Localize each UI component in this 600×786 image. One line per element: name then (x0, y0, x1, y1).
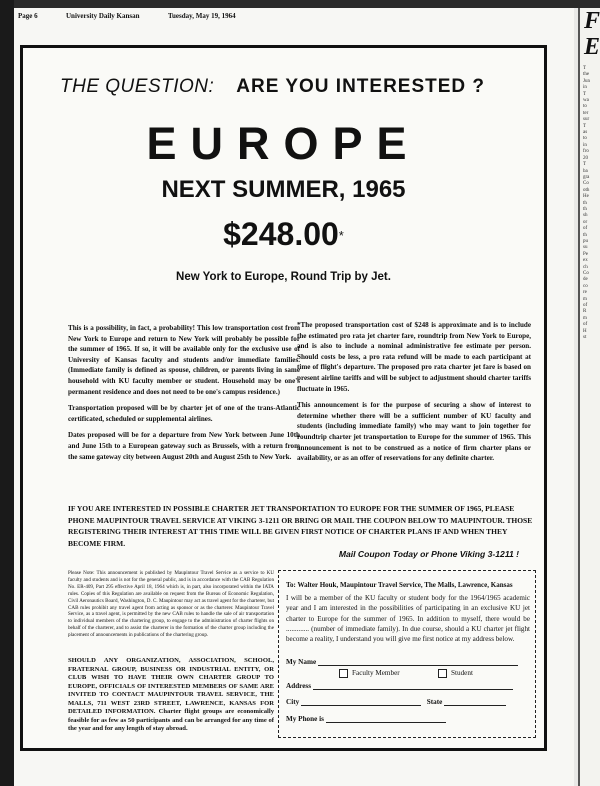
adjacent-fragment: to (583, 136, 587, 142)
faculty-box[interactable] (339, 669, 348, 678)
adjacent-fragment: R (583, 309, 587, 315)
name-label: My Name (286, 658, 317, 666)
adjacent-fragment: in (583, 142, 587, 148)
question-text: ARE YOU INTERESTED ? (236, 76, 486, 97)
left-paragraph-3: Dates proposed will be for a departure from New York between June 10th and June 15th to a European gateway such as Brussels, with a return from the same gateway city between August 20th and August 25th to New York. (68, 431, 300, 461)
paper-name: University Daily Kansan (66, 12, 140, 20)
adjacent-fragment: sh (583, 213, 588, 219)
student-label: Student (451, 669, 473, 678)
adjacent-fragment: th (583, 206, 587, 212)
left-paragraph-1: This is a possibility, in fact, a probability! This low transportation cost from New York to Europe and return to New York will probably be possible for the summer of 1965. If so, it will be available only for the exclusive use of University of Kansas faculty and students and/or immediate families. (Immediate family is defined as spouse, children, or parents living in same household with KU faculty member or student. Household may be one's permanent residence and does not need to be one's campus residence.) (68, 324, 300, 396)
adjacent-fragment: He (583, 194, 589, 200)
city-field[interactable] (286, 697, 506, 706)
coupon-body: I will be a member of the KU faculty or student body for the 1964/1965 academic year and I am interested in the possibilities of participating in an exclusive KU jet charter to Europe for the summer of 1965. In addition to myself, there would be ............. (number of immediate family). In due course, should a KU charter jet flight become a reality, I understand you will give me first notice at my address below. (286, 594, 530, 644)
adjacent-fragment: Jun (583, 78, 590, 84)
interest-notice: IF YOU ARE INTERESTED IN POSSIBLE CHARTER JET TRANSPORTATION TO EUROPE FOR THE SUMMER OF 1965, PLEASE PHONE MAUPINTOUR TRAVEL SERVICE AT VIKING 3-1211 OR BRING OR MAIL THE COUPON BELOW TO MAUPINTOUR. THOSE REGISTERING THEIR INTEREST AT THIS TIME WILL BE GIVEN FIRST NOTICE OF CHARTER PLANS IF AND WHEN THEY BECOME FIRM. (68, 504, 533, 548)
newspaper-header (18, 10, 538, 24)
mail-coupon-line: Mail Coupon Today or Phone Viking 3-1211 ! (338, 549, 519, 559)
fine-print (68, 570, 274, 639)
adjacent-fragment: pu (583, 238, 588, 244)
route-line: New York to Europe, Round Trip by Jet. (176, 271, 391, 283)
right-paragraph-1: *The proposed transportation cost of $248 is approximate and is to include the estimated pro rata jet charter fare, roundtrip from New York to Europe, and is also to include a nominal administrative fee estimate per person. Should costs be less, a pro rata refund will be made to each participant at time of flight's departure. The proposed pro rata charter jet fare is based on present airline tariffs and will be subject to adjustment should charter tariffs fluctuate in 1965. (297, 321, 531, 393)
adjacent-fragment: co (583, 283, 588, 289)
adjacent-fragment: as (583, 130, 588, 136)
mail-coupon[interactable] (278, 570, 536, 738)
address-line[interactable] (313, 681, 513, 690)
adjacent-fragment: T (583, 91, 587, 97)
timeframe-title: NEXT SUMMER, 1965 (161, 176, 406, 203)
right-paragraph-2: This announcement is for the purpose of securing a show of interest to determine whether there will be a sufficient number of KU faculty and students (including immediate family) who may want to join together for roundtrip charter jet transportation to Europe for the summer of 1965. This announcement is not to be construed as a notice of firm charter plans or availability, or as an offer of reservations for any definite charter. (297, 401, 531, 463)
adjacent-fragment: m (583, 315, 587, 321)
city-line[interactable] (301, 697, 421, 706)
adjacent-fragment: st (583, 335, 587, 341)
adjacent-fragment: T (583, 123, 587, 129)
left-paragraph-2: Transportation proposed will be by charter jet of one of the trans-Atlantic certificated, scheduled or supplemental airlines. (68, 404, 300, 423)
phone-label: My Phone is (286, 715, 324, 723)
phone-line[interactable] (326, 714, 446, 723)
adjacent-text (580, 66, 600, 341)
adjacent-fragment: 20 (583, 155, 588, 161)
question-prefix: THE QUESTION: (60, 76, 215, 97)
scan-edge-left (0, 0, 14, 786)
coupon-recipient: To: Walter Houk, Maupintour Travel Service, The Malls, Lawrence, Kansas (286, 581, 513, 589)
student-box[interactable] (438, 669, 447, 678)
adjacent-fragment: th (583, 232, 587, 238)
student-checkbox[interactable] (438, 669, 473, 678)
adjacent-fragment: m (583, 296, 587, 302)
adjacent-fragment: Co (583, 181, 589, 187)
issue-date: Tuesday, May 19, 1964 (168, 12, 236, 20)
adjacent-fragment: gra (583, 174, 590, 180)
adjacent-fragment: Pe (583, 251, 588, 257)
state-line[interactable] (444, 697, 506, 706)
adjacent-fragment: ch (583, 264, 588, 270)
adjacent-fragment: H (583, 328, 587, 334)
fine-print-text: Please Note: This announcement is published by Maupintour Travel Service as a service to KU faculty and students and is not for the general public, and is in accordance with the CAB Regulation No. ER-409, Part 295 effective April 18, 1964 which is, in part, also incorporated within the IATA rules. Copies of this Regulation are available on request from the Bureau of Economic Regulation, Civil Aeronautics Board, Washington, D. C. Maupintour may act as travel agent for the charterer, but CAB rules prohibit any travel agent from acting as sponsor or as the charterer. Maupintour Travel Service, as a travel agent, is permitted by the new CAB rules to handle the sale of air transportation to individual members of the chartering group, to engage to the administration of charter flights on behalf of the charterer, and to assist the charterer in the formation of the charter group including the placement of announcements in publications of the chartering group. (68, 570, 274, 639)
adjacent-fragment: sur (583, 117, 590, 123)
destination-title: EUROPE (146, 118, 421, 169)
adjacent-fragment: wa (583, 98, 589, 104)
phone-field[interactable] (286, 714, 446, 723)
city-label: City (286, 698, 300, 706)
organization-note: SHOULD ANY ORGANIZATION, ASSOCIATION, SCHOOL, FRATERNAL GROUP, BUSINESS OR INDUSTRIAL ENTITY, OR CLUB WISH TO HAVE THEIR OWN CHARTER GROUP TO EUROPE, OFFICIALS OF INTERESTED MEMBERS OF SAME ARE INVITED TO CONTACT MAUPINTOUR TRAVEL SERVICE, THE MALLS, 711 WEST 23RD STREET, LAWRENCE, KANSAS FOR DETAILED INFORMATION. Charter flight groups are economically feasible for as few as 50 participants and can be arranged for any time of the year and for any length of stay abroad. (68, 657, 274, 732)
adjacent-fragment: de (583, 277, 588, 283)
adjacent-fragment: ex (583, 258, 588, 264)
adjacent-fragment: T (583, 162, 587, 168)
page-number: Page 6 (18, 12, 38, 20)
adjacent-headline-1: F (584, 8, 600, 34)
address-field[interactable] (286, 681, 513, 690)
adjacent-fragment: or (583, 219, 588, 225)
adjacent-headline-2: E (584, 34, 600, 60)
adjacent-fragment: the (583, 72, 590, 78)
state-label: State (426, 698, 443, 706)
name-line[interactable] (318, 657, 518, 666)
adjacent-fragment: in (583, 85, 587, 91)
adjacent-column (578, 8, 600, 786)
adjacent-fragment: fro (583, 149, 589, 155)
adjacent-fragment: oth (583, 187, 590, 193)
price-asterisk: * (338, 228, 344, 243)
adjacent-fragment: ter (583, 110, 589, 116)
adjacent-fragment: su (583, 245, 588, 251)
scan-edge-top (0, 0, 600, 8)
faculty-label: Faculty Member (352, 669, 400, 678)
right-column (297, 320, 531, 470)
adjacent-fragment: ba (583, 168, 588, 174)
name-field[interactable] (286, 657, 518, 666)
adjacent-fragment: th (583, 200, 587, 206)
question-headline (60, 76, 520, 104)
left-column (68, 323, 300, 468)
price (20, 214, 547, 254)
faculty-checkbox[interactable] (339, 669, 400, 678)
address-label: Address (286, 682, 312, 690)
adjacent-fragment: re (583, 290, 587, 296)
price-amount: $248.00 (223, 216, 339, 252)
adjacent-fragment: of (583, 322, 588, 328)
adjacent-fragment: of (583, 303, 588, 309)
adjacent-fragment: of (583, 226, 588, 232)
adjacent-fragment: to (583, 104, 587, 110)
adjacent-fragment: T (583, 66, 587, 71)
adjacent-fragment: Co (583, 271, 589, 276)
